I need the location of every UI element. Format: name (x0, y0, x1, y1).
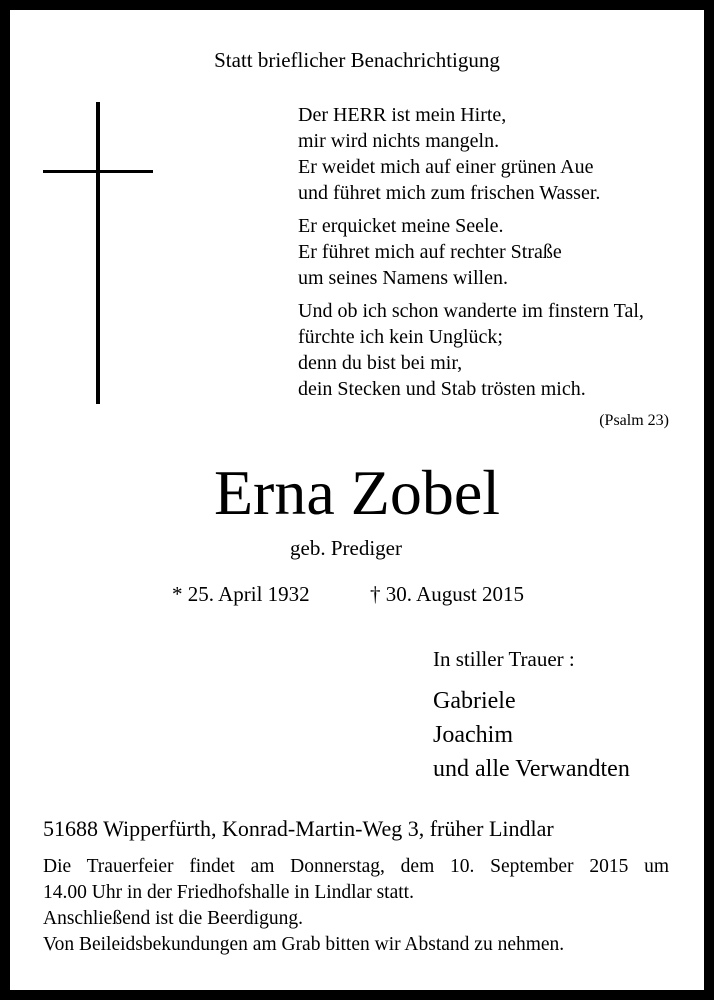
header-text: Statt brieflicher Benachrichtigung (214, 48, 500, 72)
info-line: 14.00 Uhr in der Friedhofshalle in Lindlar statt. (43, 882, 414, 903)
psalm-stanza-3 (298, 298, 644, 402)
psalm-source: (Psalm 23) (599, 412, 669, 429)
psalm-quote (298, 102, 644, 409)
psalm-line: dein Stecken und Stab trösten mich. (298, 378, 586, 400)
info-line: Die Trauerfeier findet am Donnerstag, dem 10. September 2015 um (43, 856, 669, 877)
mourning-intro: In stiller Trauer : (433, 647, 575, 671)
death-date: † 30. August 2015 (370, 582, 525, 606)
mourner-name: Gabriele (433, 688, 516, 714)
birth-date: * 25. April 1932 (172, 582, 310, 606)
psalm-line: mir wird nichts mangeln. (298, 130, 500, 152)
mourner-names (433, 684, 630, 786)
psalm-line: Der HERR ist mein Hirte, (298, 104, 507, 126)
psalm-line: Er weidet mich auf einer grünen Aue (298, 156, 594, 178)
maiden-name: geb. Prediger (290, 536, 402, 560)
deceased-name: Erna Zobel (213, 457, 501, 528)
cross-vertical-bar (96, 102, 100, 404)
info-line: Anschließend ist die Beerdigung. (43, 908, 303, 929)
address-line: 51688 Wipperfürth, Konrad-Martin-Weg 3, früher Lindlar (43, 816, 554, 841)
mourner-name: und alle Verwandten (433, 756, 630, 782)
psalm-stanza-1 (298, 102, 644, 206)
psalm-stanza-2 (298, 213, 644, 291)
psalm-line: um seines Namens willen. (298, 267, 508, 289)
cross-horizontal-bar (43, 170, 153, 173)
funeral-info (43, 854, 669, 958)
psalm-line: denn du bist bei mir, (298, 352, 463, 374)
info-line: Von Beileidsbekundungen am Grab bitten wir Abstand zu nehmen. (43, 934, 565, 955)
psalm-line: Und ob ich schon wanderte im finstern Tal, (298, 300, 644, 322)
mourner-name: Joachim (433, 722, 513, 748)
psalm-line: Er erquicket meine Seele. (298, 215, 504, 237)
psalm-line: Er führet mich auf rechter Straße (298, 241, 562, 263)
psalm-line: und führet mich zum frischen Wasser. (298, 182, 601, 204)
psalm-line: fürchte ich kein Unglück; (298, 326, 503, 348)
